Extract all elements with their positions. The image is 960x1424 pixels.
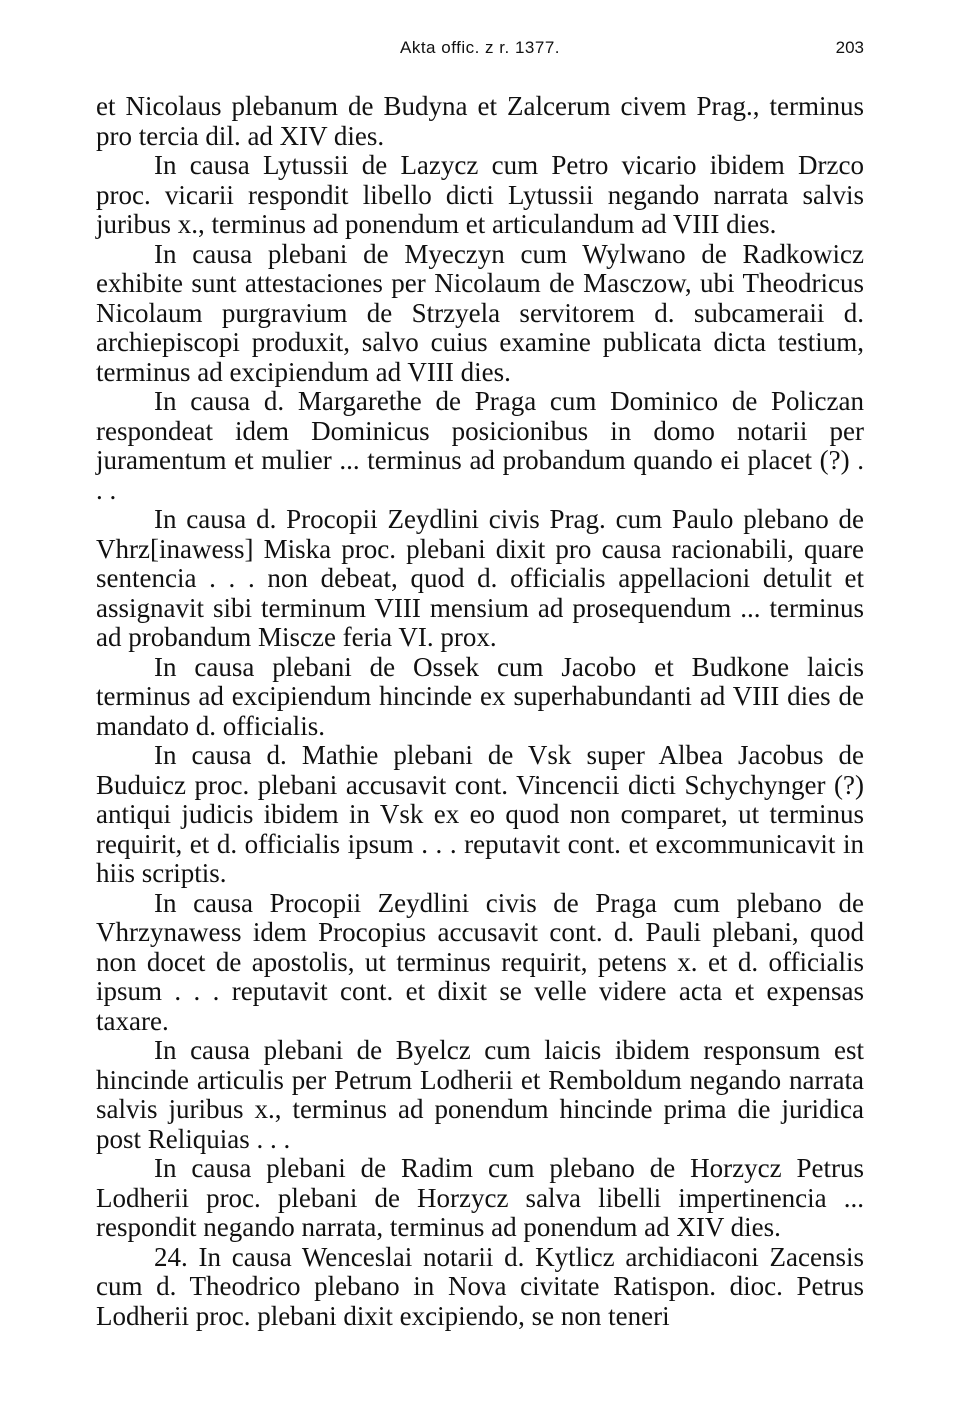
paragraph: In causa plebani de Byelcz cum laicis ibidem responsum est hincinde articulis per Petrum Lodherii et Remboldum negando narrata salvis juribus x., terminus ad ponendum hincinde prima die juridica post Reliquias . . .: [96, 1035, 864, 1154]
paragraph: et Nicolaus plebanum de Budyna et Zalcerum civem Prag., terminus pro tercia dil. ad XIV dies.: [96, 91, 864, 151]
running-title: Akta offic. z r. 1377.: [400, 38, 560, 57]
paragraph: In causa plebani de Ossek cum Jacobo et Budkone laicis terminus ad excipiendum hincinde ex superhabundanti ad VIII dies de mandato d. officialis.: [96, 651, 864, 741]
running-head: [96, 38, 864, 66]
paragraph: In causa plebani de Radim cum plebano de Horzycz Petrus Lodherii proc. plebani de Horzycz salva libelli impertinencia ... respondit negando narrata, terminus ad ponendum ad XIV dies.: [96, 1153, 864, 1242]
paragraph: In causa plebani de Myeczyn cum Wylwano de Radkowicz exhibite sunt attestaciones per Nicolaum de Masczow, ubi Theodricus Nicolaum purgravium de Strzyela servitorem d. subcameraii d. archiepiscopi produxit, salvo cuius examine publicata dicta testium, terminus ad excipiendum ad VIII dies.: [96, 238, 864, 387]
document-body: [96, 92, 864, 1331]
paragraph: In causa d. Procopii Zeydlini civis Prag. cum Paulo plebano de Vhrz[inawess] Miska proc. plebani dixit pro causa racionabili, quare sentencia . . . non debeat, quod d. officialis appellacioni detulit et assignavit sibi terminum VIII mensium ad prosequendum ... terminus ad probandum Miscze feria VI. prox.: [96, 504, 864, 652]
page-number: 203: [835, 38, 864, 57]
paragraph: In causa d. Mathie plebani de Vsk super Albea Jacobus de Buduicz proc. plebani accusavit cont. Vincencii dicti Schychynger (?) antiqui judicis ibidem in Vsk ex eo quod non comparet, ut terminus requirit, et d. officialis ipsum . . . reputavit cont. et excommunicavit in hiis scriptis.: [96, 740, 864, 888]
paragraph: 24. In causa Wenceslai notarii d. Kytlicz archidiaconi Zacensis cum d. Theodrico plebano in Nova civitate Ratispon. dioc. Petrus Lodherii proc. plebani dixit excipiendo, se non teneri: [96, 1241, 864, 1331]
paragraph: In causa Procopii Zeydlini civis de Praga cum plebano de Vhrzynawess idem Procopius accusavit cont. d. Pauli plebani, quod non docet de apostolis, ut terminus requirit, petens x. et d. officialis ipsum . . . reputavit cont. et dixit se velle videre acta et expensas taxare.: [96, 887, 864, 1036]
paragraph: In causa Lytussii de Lazycz cum Petro vicario ibidem Drzco proc. vicarii respondit libello dicti Lytussii negando narrata salvis juribus x., terminus ad ponendum et articulandum ad VIII dies.: [96, 150, 864, 239]
paragraph: In causa d. Margarethe de Praga cum Dominico de Policzan respondeat idem Dominicus posicionibus in domo notarii per juramentum et mulier ... terminus ad probandum quando ei placet (?) . . .: [96, 386, 864, 505]
